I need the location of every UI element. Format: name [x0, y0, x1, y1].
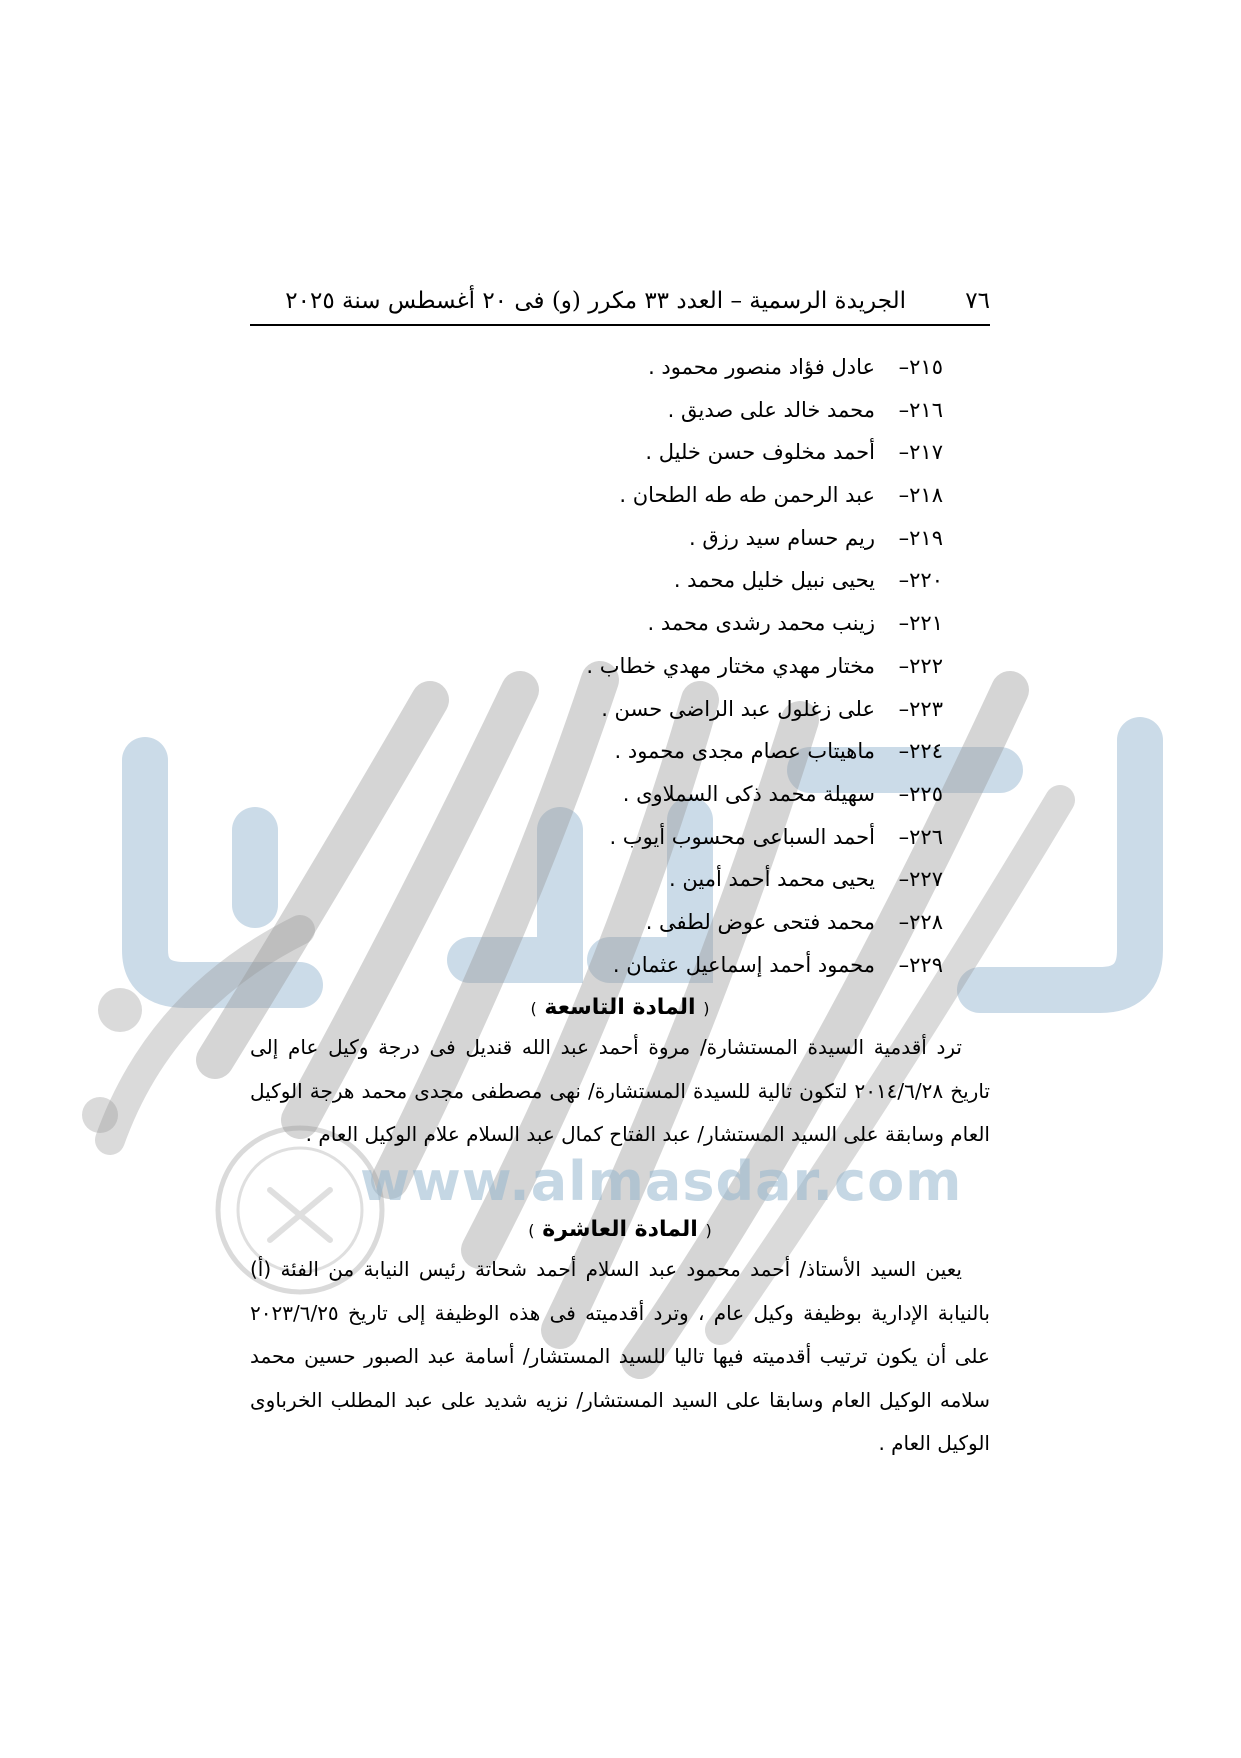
list-item [586, 697, 943, 740]
list-item [586, 654, 943, 697]
item-number: ٢١٧– [898, 440, 943, 465]
page-header [250, 288, 990, 326]
page-number: ٧٦ [965, 288, 990, 314]
item-name: يحيى نبيل خليل محمد . [673, 568, 875, 593]
item-number: ٢٢٦– [898, 824, 943, 849]
heading-paren-close: ) [530, 999, 537, 1018]
item-name: ماهيتاب عصام مجدى محمود . [614, 739, 875, 764]
list-item [586, 825, 943, 868]
item-name: مختار مهدي مختار مهدي خطاب . [586, 653, 875, 678]
item-number: ٢٢٩– [898, 952, 943, 977]
list-item [586, 867, 943, 910]
item-number: ٢١٦– [898, 397, 943, 422]
item-number: ٢٢٣– [898, 696, 943, 721]
heading-paren-open: ( [705, 1221, 712, 1240]
article-tenth [250, 1217, 990, 1466]
item-number: ٢٢١– [898, 611, 943, 636]
names-list [586, 355, 943, 995]
item-name: أحمد مخلوف حسن خليل . [645, 440, 875, 465]
item-name: محمود أحمد إسماعيل عثمان . [612, 952, 875, 977]
item-number: ٢١٨– [898, 483, 943, 508]
item-name: محمد خالد على صديق . [667, 397, 875, 422]
article-ninth-title: المادة التاسعة [544, 995, 696, 1020]
item-number: ٢٢٧– [898, 867, 943, 892]
item-name: محمد فتحى عوض لطفى . [645, 909, 875, 934]
item-number: ٢٢٠– [898, 568, 943, 593]
list-item [586, 739, 943, 782]
article-tenth-heading [250, 1217, 990, 1242]
item-number: ٢٢٥– [898, 781, 943, 806]
list-item [586, 611, 943, 654]
article-tenth-title: المادة العاشرة [542, 1217, 698, 1242]
article-ninth-heading [250, 995, 990, 1020]
item-name: عادل فؤاد منصور محمود . [648, 355, 875, 379]
header-title: الجريدة الرسمية – العدد ٣٣ مكرر (و) فى ٢٠ أغسطس سنة ٢٠٢٥ [285, 288, 906, 314]
item-name: زينب محمد رشدى محمد . [647, 611, 875, 636]
item-number: ٢١٩– [898, 525, 943, 550]
article-ninth-body: ترد أقدمية السيدة المستشارة/ مروة أحمد عبد الله قنديل فى درجة وكيل عام إلى تاريخ ٢٠١٤/٦/٢٨ لتكون تالية للسيدة المستشارة/ نهى مصطفى مجدى محمد هرجة الوكيل العام وسابقة على السيد المستشار/ عبد الفتاح كمال عبد السلام علام الوكيل العام . [250, 1035, 990, 1146]
item-name: ريم حسام سيد رزق . [689, 525, 875, 550]
list-item [586, 782, 943, 825]
list-item [586, 568, 943, 611]
article-tenth-body: يعين السيد الأستاذ/ أحمد محمود عبد السلام أحمد شحاتة رئيس النيابة من الفئة (أ) بالنيابة الإدارية بوظيفة وكيل عام ، وترد أقدميته فى هذه الوظيفة إلى تاريخ ٢٠٢٣/٦/٢٥ على أن يكون ترتيب أقدميته فيها تاليا للسيد المستشار/ أسامة عبد الصبور حسين محمد سلامه الوكيل العام وسابقا على السيد المستشار/ نزيه شديد على عبد المطلب الخرباوى الوكيل العام . [250, 1257, 990, 1455]
item-name: على زغلول عبد الراضى حسن . [601, 696, 875, 721]
list-item [586, 355, 943, 398]
article-ninth [250, 995, 990, 1157]
item-name: أحمد السباعى محسوب أيوب . [609, 824, 875, 849]
list-item [586, 910, 943, 953]
heading-paren-close: ) [528, 1221, 535, 1240]
item-number: ٢١٥– [898, 355, 943, 379]
item-name: عبد الرحمن طه طه الطحان . [619, 483, 875, 508]
item-number: ٢٢٤– [898, 739, 943, 764]
list-item [586, 440, 943, 483]
list-item [586, 526, 943, 569]
list-item [586, 483, 943, 526]
item-number: ٢٢٢– [898, 653, 943, 678]
list-item [586, 398, 943, 441]
item-name: يحيى محمد أحمد أمين . [669, 867, 875, 892]
list-item [586, 953, 943, 996]
item-number: ٢٢٨– [898, 909, 943, 934]
heading-paren-open: ( [703, 999, 710, 1018]
watermark-url: www.almasdar.com [360, 1150, 963, 1213]
item-name: سهيلة محمد ذكى السملاوى . [622, 781, 875, 806]
